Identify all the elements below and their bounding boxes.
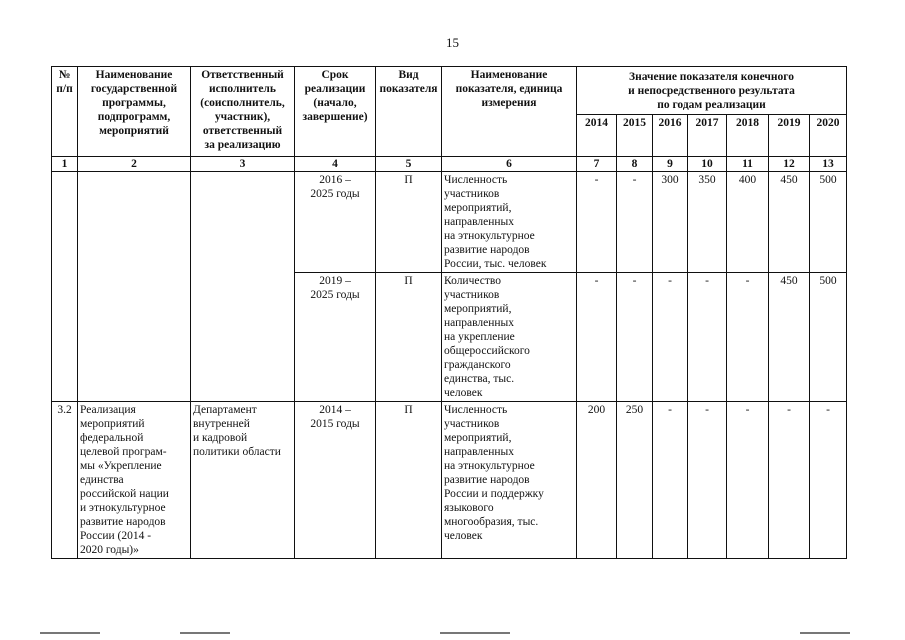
value-cell: - [769, 402, 810, 559]
header-indicator: Наименование показателя, единица измерения [442, 67, 577, 157]
period-cell: 2016 – 2025 годы [295, 172, 376, 273]
header-year: 2020 [810, 115, 847, 157]
executor-cell: Департамент внутренней и кадровой политики области [191, 402, 295, 559]
indicator-cell: Численность участников мероприятий, направленных на этнокультурное развитие народов России и поддержку языкового многообразия, тыс. человек [442, 402, 577, 559]
header-year: 2018 [727, 115, 769, 157]
header-program: Наименование государственной программы, подпрограмм, мероприятий [78, 67, 191, 157]
scan-artifact [440, 632, 510, 634]
value-cell: - [653, 402, 688, 559]
indicators-table [51, 66, 847, 559]
kind-cell: П [376, 273, 442, 402]
value-cell: 400 [727, 172, 769, 273]
header-kind: Вид показателя [376, 67, 442, 157]
program-cell: Реализация мероприятий федеральной целевой програм- мы «Укрепление единства российской нации и этнокультурное развитие народов России (2014 - 2020 годы)» [78, 402, 191, 559]
scan-artifact [40, 632, 100, 634]
period-cell: 2019 – 2025 годы [295, 273, 376, 402]
value-cell: 250 [617, 402, 653, 559]
column-number: 5 [376, 157, 442, 172]
column-number: 8 [617, 157, 653, 172]
program-cell [78, 172, 191, 402]
value-cell: - [653, 273, 688, 402]
header-period: Срок реализации (начало, завершение) [295, 67, 376, 157]
table-row [52, 172, 847, 273]
period-cell: 2014 – 2015 годы [295, 402, 376, 559]
column-number: 3 [191, 157, 295, 172]
header-year: 2016 [653, 115, 688, 157]
value-cell: - [727, 273, 769, 402]
value-cell: - [688, 273, 727, 402]
executor-cell [191, 172, 295, 402]
kind-cell: П [376, 402, 442, 559]
header-row [52, 67, 847, 115]
value-cell: - [727, 402, 769, 559]
column-number: 2 [78, 157, 191, 172]
header-year: 2017 [688, 115, 727, 157]
value-cell: 450 [769, 273, 810, 402]
table-row [52, 402, 847, 559]
value-cell: - [810, 402, 847, 559]
kind-cell: П [376, 172, 442, 273]
column-numbers-row [52, 157, 847, 172]
header-year: 2015 [617, 115, 653, 157]
column-number: 4 [295, 157, 376, 172]
header-executor: Ответственный исполнитель (соисполнитель, участник), ответственный за реализацию [191, 67, 295, 157]
header-year: 2014 [577, 115, 617, 157]
header-values-group: Значение показателя конечного и непосредственного результата по годам реализации [577, 67, 847, 115]
header-num: № п/п [52, 67, 78, 157]
scan-artifact [800, 632, 850, 634]
scan-artifact [180, 632, 230, 634]
value-cell: - [617, 172, 653, 273]
column-number: 10 [688, 157, 727, 172]
value-cell: - [688, 402, 727, 559]
row-number-cell [52, 172, 78, 402]
row-number-cell: 3.2 [52, 402, 78, 559]
column-number: 12 [769, 157, 810, 172]
page-number: 15 [446, 35, 459, 50]
column-number: 6 [442, 157, 577, 172]
value-cell: 500 [810, 172, 847, 273]
column-number: 1 [52, 157, 78, 172]
value-cell: 300 [653, 172, 688, 273]
value-cell: 450 [769, 172, 810, 273]
value-cell: 500 [810, 273, 847, 402]
indicator-cell: Количество участников мероприятий, направленных на укрепление общероссийского гражданского единства, тыс. человек [442, 273, 577, 402]
value-cell: - [577, 273, 617, 402]
value-cell: 350 [688, 172, 727, 273]
value-cell: 200 [577, 402, 617, 559]
value-cell: - [617, 273, 653, 402]
column-number: 13 [810, 157, 847, 172]
column-number: 7 [577, 157, 617, 172]
column-number: 9 [653, 157, 688, 172]
header-year: 2019 [769, 115, 810, 157]
value-cell: - [577, 172, 617, 273]
column-number: 11 [727, 157, 769, 172]
indicator-cell: Численность участников мероприятий, направленных на этнокультурное развитие народов России, тыс. человек [442, 172, 577, 273]
